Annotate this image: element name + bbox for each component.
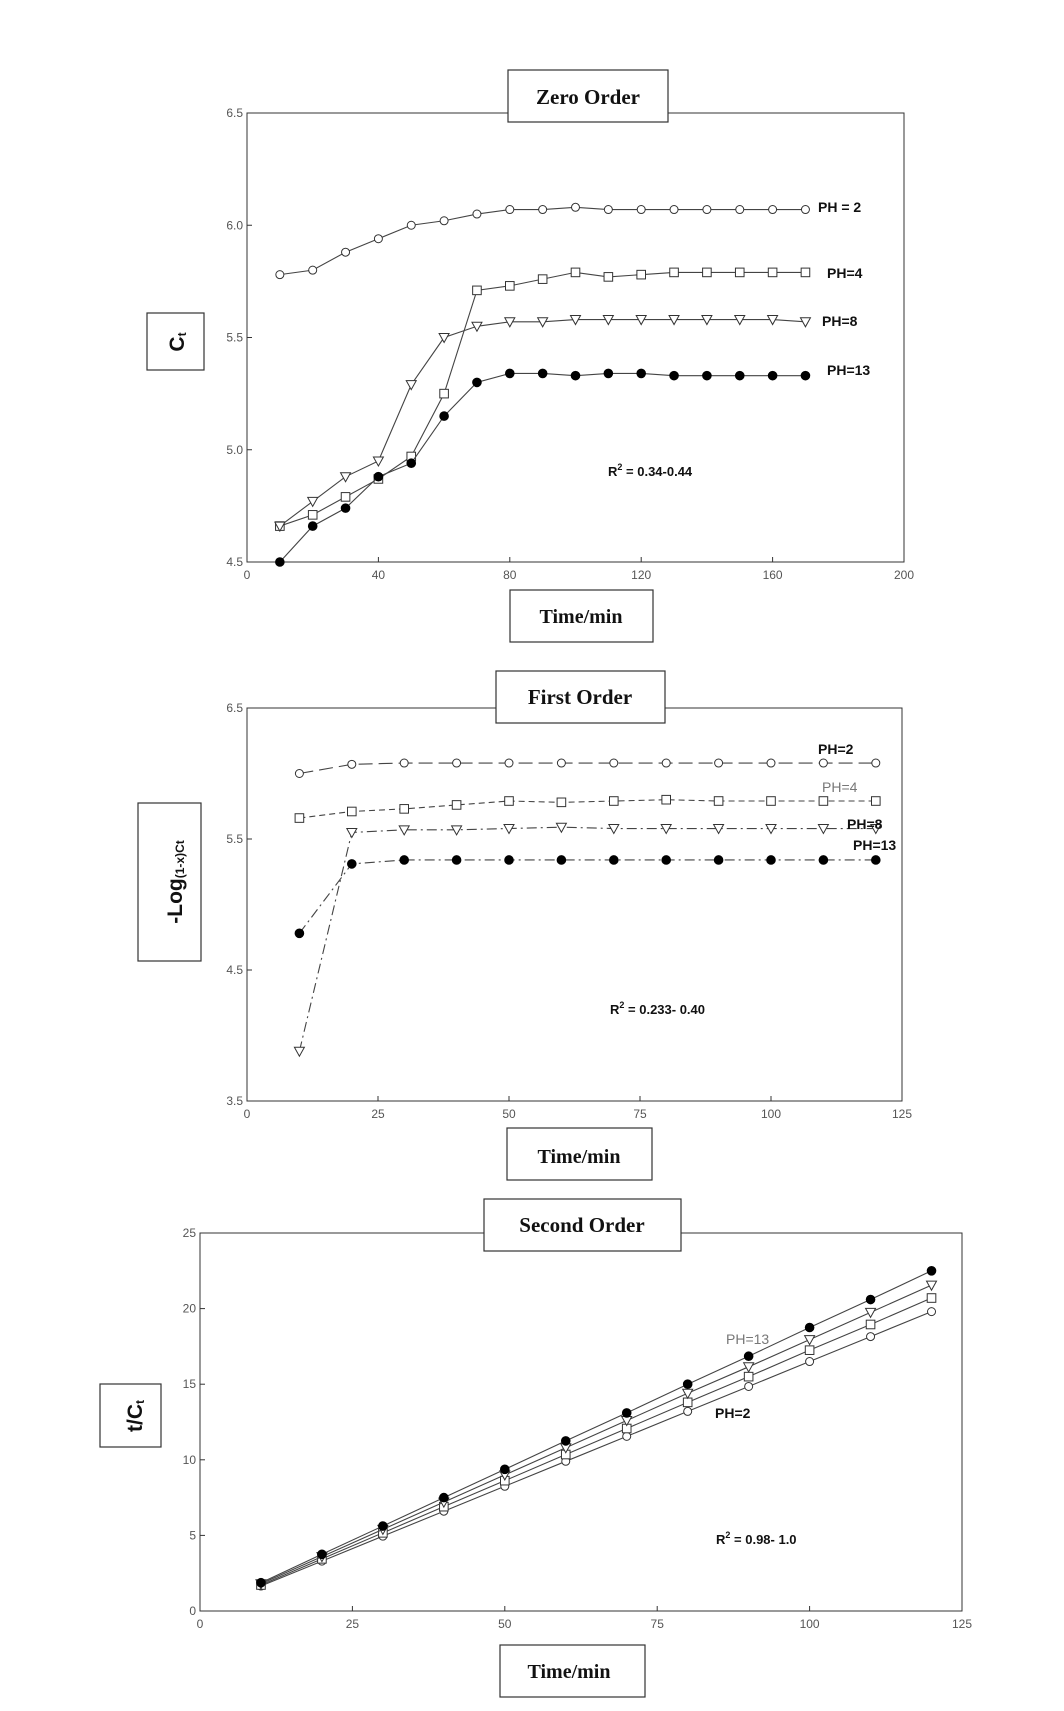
data-point (806, 1358, 814, 1366)
data-point (440, 1493, 449, 1502)
data-point (473, 286, 482, 295)
y-axis-label-subscript: t (133, 1400, 148, 1404)
x-tick-label: 160 (762, 568, 783, 582)
second-order-chart (100, 1199, 972, 1697)
data-point (805, 1336, 815, 1345)
x-tick-label: 50 (498, 1617, 512, 1631)
x-axis-label: Time/min (539, 606, 623, 628)
data-point (819, 797, 828, 806)
data-point (767, 797, 776, 806)
data-point (604, 206, 612, 214)
data-point (505, 759, 513, 767)
x-tick-label: 40 (371, 568, 386, 582)
data-point (819, 856, 828, 865)
data-point (927, 1267, 936, 1276)
r-value: = 0.233- 0.40 (624, 1002, 705, 1017)
data-point (670, 206, 678, 214)
data-point (538, 275, 547, 284)
data-point (872, 797, 881, 806)
data-point (684, 1407, 692, 1415)
data-point (800, 318, 810, 327)
data-point (439, 334, 449, 343)
data-point (805, 1346, 814, 1355)
data-point (400, 856, 409, 865)
data-point (604, 273, 613, 282)
x-tick-label: 125 (891, 1107, 913, 1121)
data-point (927, 1281, 937, 1290)
data-point (683, 1389, 693, 1398)
data-point (473, 210, 481, 218)
data-point (805, 1323, 814, 1332)
data-point (318, 1550, 327, 1559)
data-point (715, 759, 723, 767)
data-point (276, 271, 284, 279)
r-squared-annotation (610, 1000, 705, 1017)
data-point (928, 1308, 936, 1316)
data-point (341, 473, 351, 482)
data-point (440, 412, 449, 421)
data-point (308, 511, 317, 520)
x-tick-label: 125 (951, 1617, 973, 1631)
y-tick-label: 6.5 (226, 701, 243, 715)
y-axis-label-main: t/C (123, 1404, 147, 1432)
series-label: PH = 2 (818, 199, 862, 215)
y-tick-label: 5.5 (226, 330, 243, 345)
series-line-0 (299, 763, 875, 773)
x-tick-label: 50 (502, 1107, 516, 1121)
chart-title: Second Order (519, 1213, 645, 1237)
data-point (769, 206, 777, 214)
series-line-1 (261, 1298, 932, 1585)
data-point (257, 1578, 266, 1587)
data-point (610, 759, 618, 767)
r-squared-annotation (716, 1530, 797, 1547)
data-point (557, 856, 566, 865)
y-axis-label-main: -Log (163, 878, 187, 924)
data-point (452, 856, 461, 865)
r-letter: R (608, 464, 618, 479)
data-point (506, 282, 515, 291)
data-point (610, 856, 619, 865)
data-point (406, 381, 416, 390)
data-point (744, 1363, 754, 1372)
data-point (571, 371, 580, 380)
x-tick-label: 25 (371, 1107, 385, 1121)
y-tick-label: 5 (189, 1528, 196, 1543)
data-point (872, 856, 881, 865)
data-point (662, 759, 670, 767)
data-point (295, 929, 304, 938)
data-point (714, 856, 723, 865)
x-tick-label: 0 (243, 568, 251, 582)
data-point (308, 497, 318, 506)
data-point (561, 1437, 570, 1446)
plot-frame (247, 708, 902, 1101)
data-point (276, 558, 285, 567)
data-point (557, 759, 565, 767)
data-point (866, 1295, 875, 1304)
series-label: PH=4 (827, 265, 863, 281)
y-tick-label: 15 (182, 1377, 196, 1392)
data-point (637, 206, 645, 214)
data-point (637, 369, 646, 378)
data-point (735, 268, 744, 277)
data-point (662, 856, 671, 865)
series-line-1 (280, 272, 806, 526)
y-tick-label: 6.0 (226, 218, 243, 233)
y-axis-label (124, 1400, 148, 1432)
x-tick-label: 100 (760, 1107, 782, 1121)
data-point (506, 206, 514, 214)
chart-title: Zero Order (536, 85, 640, 109)
r-superscript: 2 (617, 462, 623, 472)
data-point (342, 248, 350, 256)
series-label: PH=4 (822, 779, 858, 795)
data-point (452, 801, 461, 810)
data-point (622, 1409, 631, 1418)
data-point (348, 760, 356, 768)
series-label: PH=2 (818, 741, 854, 757)
data-point (453, 759, 461, 767)
data-point (309, 266, 317, 274)
data-point (768, 268, 777, 277)
y-tick-label: 5.5 (226, 832, 243, 846)
data-point (440, 217, 448, 225)
series-line-0 (280, 207, 806, 274)
data-point (637, 270, 646, 279)
y-tick-label: 0 (189, 1604, 196, 1618)
chart-title: First Order (527, 685, 633, 709)
y-tick-label: 20 (182, 1301, 196, 1316)
data-point (379, 1522, 388, 1531)
r-value: = 0.98- 1.0 (730, 1532, 797, 1547)
data-point (744, 1352, 753, 1361)
y-tick-label: 25 (182, 1226, 196, 1240)
data-point (348, 860, 357, 869)
data-point (347, 828, 357, 837)
data-point (538, 369, 547, 378)
x-tick-label: 200 (893, 568, 915, 582)
x-tick-label: 120 (631, 568, 652, 582)
data-point (400, 805, 409, 814)
x-tick-label: 25 (345, 1617, 360, 1631)
data-point (556, 823, 566, 832)
data-point (768, 371, 777, 380)
data-point (609, 825, 619, 834)
series-line-1 (299, 800, 875, 818)
x-tick-label: 75 (633, 1107, 647, 1121)
y-tick-label: 4.5 (226, 555, 243, 569)
data-point (736, 206, 744, 214)
data-point (505, 797, 514, 806)
data-point (703, 268, 712, 277)
data-point (670, 371, 679, 380)
data-point (623, 1432, 631, 1440)
series-label: PH=8 (847, 816, 883, 832)
data-point (472, 322, 482, 331)
y-tick-label: 5.0 (226, 442, 243, 457)
x-tick-label: 80 (503, 568, 517, 582)
r-squared-annotation (608, 462, 693, 479)
data-point (400, 759, 408, 767)
data-point (294, 1047, 304, 1056)
r-letter: R (716, 1532, 726, 1547)
data-point (571, 268, 580, 277)
data-point (407, 221, 415, 229)
data-point (872, 759, 880, 767)
data-point (373, 457, 383, 466)
data-point (866, 1320, 875, 1329)
data-point (295, 814, 304, 823)
data-point (539, 206, 547, 214)
data-point (767, 856, 776, 865)
data-point (767, 759, 775, 767)
data-point (703, 206, 711, 214)
x-axis-label: Time/min (537, 1146, 621, 1168)
plot-frame (200, 1233, 962, 1611)
data-point (867, 1333, 875, 1341)
series-label: PH=13 (827, 362, 871, 378)
r-superscript: 2 (725, 1530, 731, 1540)
data-point (572, 203, 580, 211)
data-point (505, 856, 514, 865)
data-point (506, 369, 515, 378)
data-point (374, 472, 383, 481)
data-point (308, 522, 317, 531)
data-point (662, 795, 671, 804)
x-tick-label: 100 (799, 1617, 820, 1631)
data-point (714, 797, 723, 806)
data-point (927, 1294, 936, 1303)
data-point (801, 206, 809, 214)
series-label: PH=2 (715, 1405, 751, 1421)
data-point (374, 235, 382, 243)
data-point (819, 759, 827, 767)
data-point (735, 371, 744, 380)
data-point (501, 1465, 510, 1474)
y-tick-label: 4.5 (226, 963, 243, 977)
y-tick-label: 10 (182, 1452, 196, 1467)
data-point (801, 268, 810, 277)
data-point (341, 493, 350, 502)
x-tick-label: 75 (650, 1617, 664, 1631)
data-point (348, 807, 357, 816)
data-point (703, 371, 712, 380)
data-point (557, 798, 566, 807)
data-point (604, 369, 613, 378)
data-point (504, 825, 514, 834)
x-tick-label: 0 (196, 1617, 204, 1631)
y-tick-label: 3.5 (226, 1094, 243, 1108)
series-line-3 (280, 373, 806, 562)
data-point (610, 797, 619, 806)
x-tick-label: 0 (243, 1107, 251, 1121)
data-point (407, 459, 416, 468)
data-point (440, 389, 449, 398)
series-line-3 (261, 1271, 932, 1583)
series-line-3 (299, 860, 875, 933)
zero-order-chart (147, 70, 914, 642)
first-order-chart (138, 671, 912, 1180)
y-axis-label-subscript: (1-x)Ct (173, 840, 188, 879)
data-point (744, 1372, 753, 1381)
y-axis-label-subscript: t (175, 332, 190, 337)
r-letter: R (610, 1002, 620, 1017)
r-value: = 0.34-0.44 (622, 464, 693, 479)
y-axis-label-main: C (165, 336, 189, 352)
series-line-0 (261, 1312, 932, 1586)
series-label: PH=8 (822, 313, 858, 329)
data-point (473, 378, 482, 387)
data-point (670, 268, 679, 277)
series-label: PH=13 (853, 837, 897, 853)
data-point (341, 504, 350, 513)
r-superscript: 2 (619, 1000, 625, 1010)
series-line-2 (261, 1285, 932, 1584)
series-label: PH=13 (726, 1331, 770, 1347)
y-tick-label: 6.5 (226, 106, 243, 120)
data-point (745, 1382, 753, 1390)
data-point (801, 371, 810, 380)
data-point (295, 770, 303, 778)
data-point (866, 1308, 876, 1317)
data-point (683, 1380, 692, 1389)
x-axis-label: Time/min (527, 1661, 611, 1683)
data-point (683, 1398, 692, 1407)
